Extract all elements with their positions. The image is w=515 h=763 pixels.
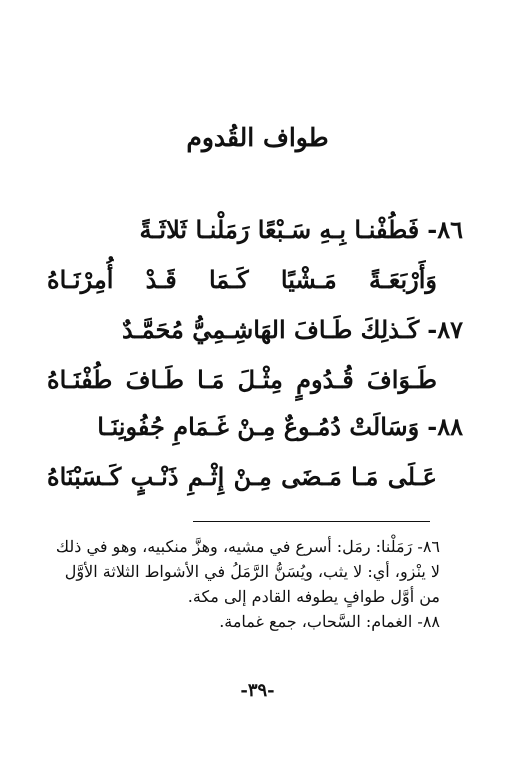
verse-first-hemistich: كَـذلِكَ طَـافَ الهَاشِـمِيُّ مُحَمَّـدٌ (122, 315, 420, 344)
verse-second-hemistich: وَأَرْبَعَـةً مَـشْيًا كَـمَا قَـدْ أُمِرْنَـاهُ (47, 265, 437, 294)
verse-first-hemistich: فَطُفْنـا بِـهِ سَـبْعًا رَمَلْنـا ثَلاثَـةً (139, 215, 420, 244)
footnote: ٨٨- الغمام: السَّحاب، جمع غمامة. (219, 612, 440, 631)
section-title: طواف القُدوم (186, 123, 329, 152)
verse-line (47, 457, 437, 497)
verse-number: ٨٨- (427, 412, 463, 441)
verse-second-hemistich: عَـلَى مَـا مَـضَى مِـنْ إِثْـمِ ذَنْـبٍ كَـسَبْنَاهُ (47, 462, 437, 491)
footnote: ٨٦- رَمَلْنا: رمَل: أسرع في مشيه، وهزَّ منكبيه، وهو في ذلك لا ينْزو، أي: لا يثب، ويُسَنُّ الرَّمَلُ في الأشواط الثلاثة الأوَّل من أوَّل طوافٍ يطوفه القادم إلى مكة. (55, 537, 440, 606)
verse-number: ٨٧- (427, 315, 463, 344)
verse-line (48, 310, 463, 350)
verse-line (47, 260, 437, 300)
verse-first-hemistich: وَسَالَتْ دُمُـوعٌ مِـنْ غَـمَامِ جُفُونِنَـا (97, 412, 420, 441)
page-number: -٣٩- (240, 680, 275, 701)
verse-line (48, 407, 463, 447)
verse-line (48, 210, 463, 250)
verse-line (47, 360, 437, 400)
verse-second-hemistich: طَـوَافَ قُـدُومٍ مِثْـلَ مَـا طَـافَ طُفْنَـاهُ (47, 365, 437, 394)
footnote-divider (193, 521, 430, 522)
verse-number: ٨٦- (427, 215, 463, 244)
footnotes (45, 534, 440, 634)
